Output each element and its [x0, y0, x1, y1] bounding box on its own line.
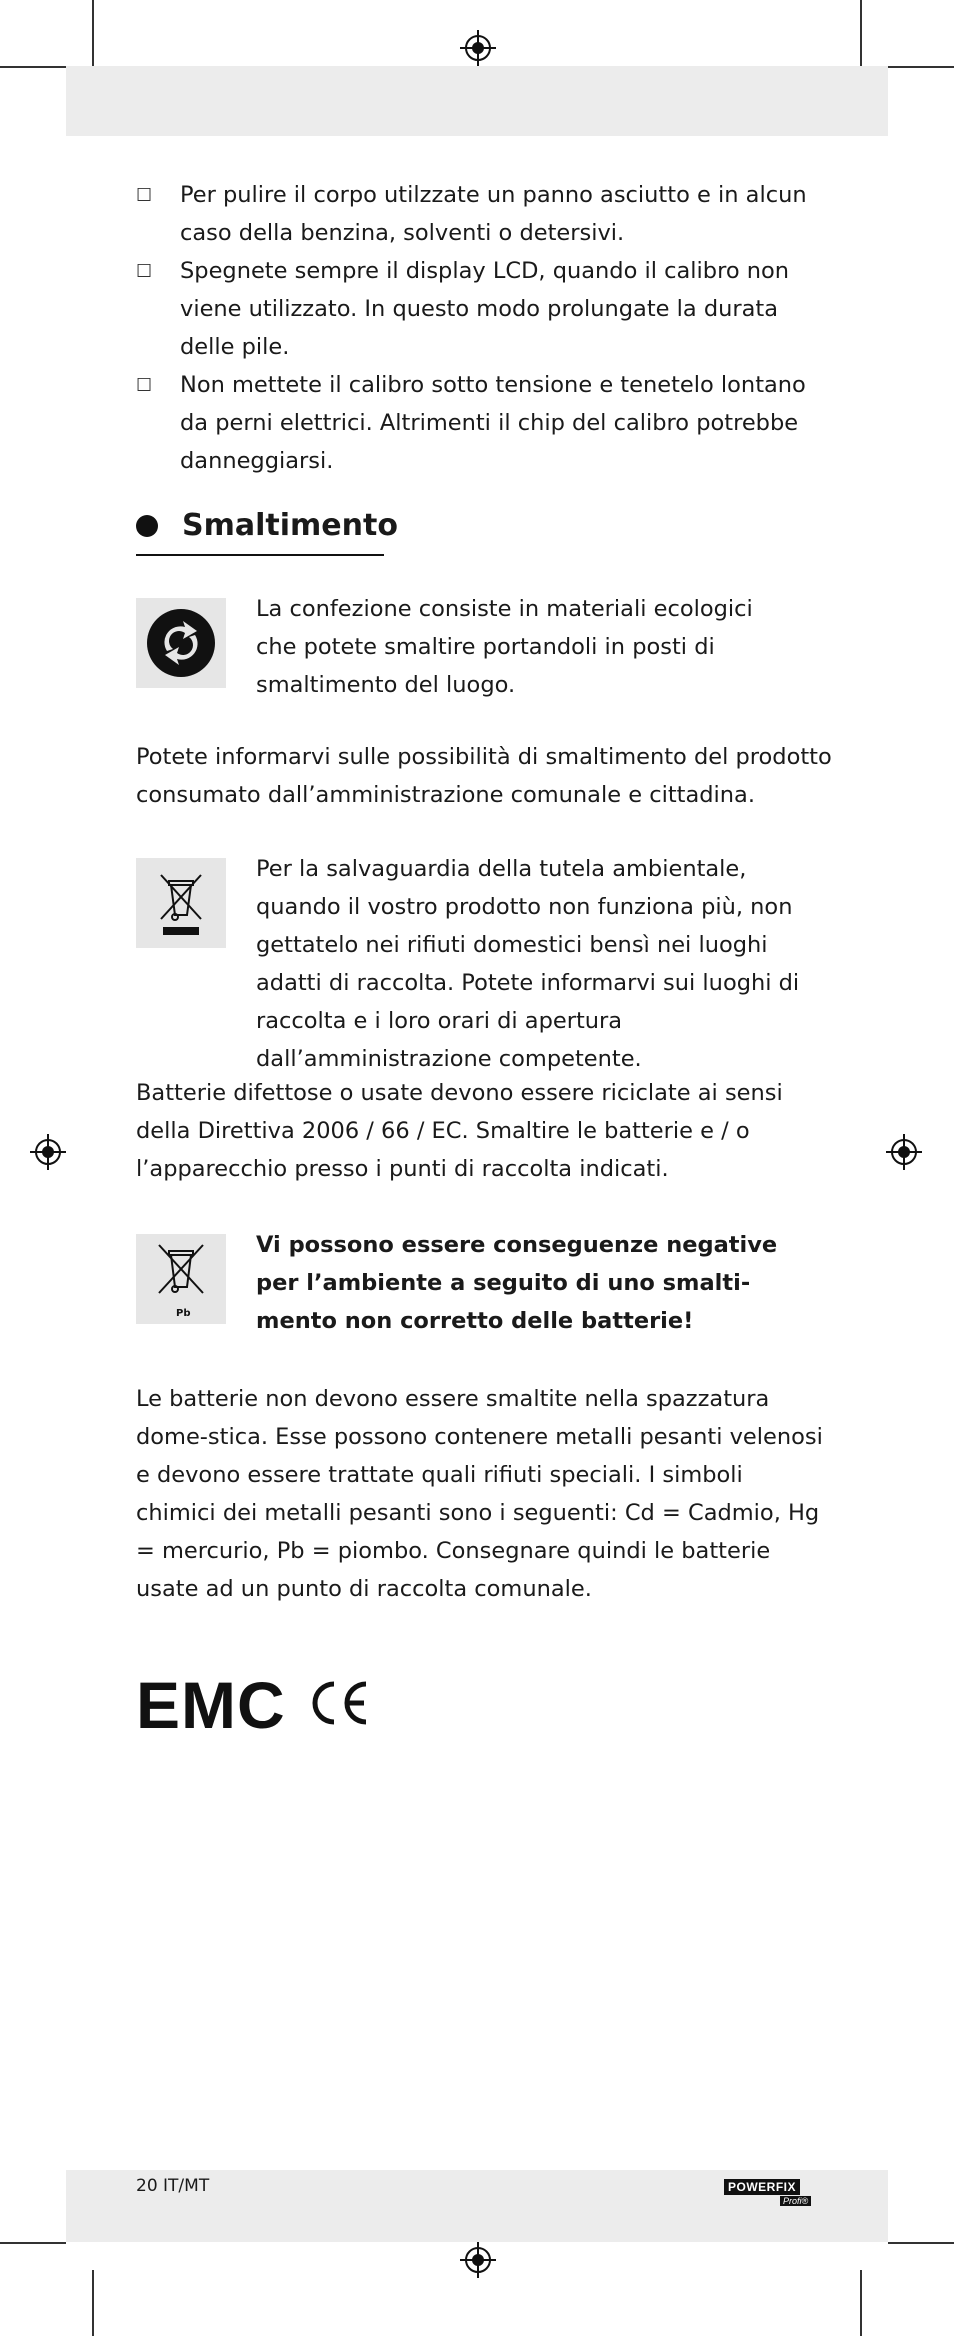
battery-recycling-text: Batterie difettose o usate devono essere riciclate ai sensi della Direttiva 2006 / 66 / EC. Smaltire le batterie e / o l’apparecchio presso i punti di raccolta indicati. — [136, 1080, 783, 1182]
crop-mark — [92, 0, 94, 66]
care-instructions-list — [136, 176, 826, 480]
packaging-disposal-text: La confezione consiste in materiali ecologici che potete smaltire portandoli in posti di smaltimento del luogo. — [256, 596, 753, 698]
list-item — [136, 176, 826, 252]
brand-name: POWERFIX — [724, 2179, 800, 2195]
section-heading — [136, 508, 398, 543]
crop-mark — [888, 2242, 954, 2244]
list-item-text: Non mettete il calibro sotto tensione e tenetelo lontano da perni elettrici. Altrimenti il chip del calibro potrebbe danneggiarsi. — [180, 372, 806, 474]
checkbox-bullet-icon: ☐ — [136, 185, 153, 206]
section-title: Smaltimento — [182, 508, 398, 543]
crossed-bin-pb-icon — [151, 1241, 211, 1317]
header-band — [66, 66, 888, 136]
brand-logo — [724, 2176, 811, 2206]
crop-mark — [0, 66, 66, 68]
checkbox-bullet-icon: ☐ — [136, 261, 153, 282]
list-item — [136, 252, 826, 366]
list-item — [136, 366, 826, 480]
checkbox-bullet-icon: ☐ — [136, 375, 153, 396]
emc-logo: EMC — [136, 1668, 286, 1742]
battery-warning-text: Vi possono essere conseguenze negative per l’ambiente a seguito di uno smalti-mento non corretto delle batterie! — [256, 1232, 778, 1334]
crop-mark — [0, 2242, 66, 2244]
crop-mark — [860, 0, 862, 66]
heading-underline — [136, 554, 384, 556]
ce-mark-icon — [306, 1680, 370, 1726]
weee-text: Per la salvaguardia della tutela ambientale, quando il vostro prodotto non funziona più, non gettatelo nei rifiuti domestici bensì nei luoghi adatti di raccolta. Potete informarvi sui luoghi di raccolta e i loro orari di apertura dall’amministrazione competente. — [256, 856, 800, 1072]
recycling-icon-box — [136, 598, 226, 688]
registration-mark-icon — [460, 2242, 496, 2278]
crop-mark — [92, 2270, 94, 2336]
crossed-bin-icon — [153, 867, 209, 939]
heading-bullet-icon — [136, 515, 158, 537]
list-item-text: Spegnete sempre il display LCD, quando il calibro non viene utilizzato. In questo modo prolungate la durata delle pile. — [180, 258, 790, 360]
weee-icon-box — [136, 858, 226, 948]
page-number: 20 IT/MT — [136, 2176, 210, 2196]
municipal-info-text: Potete informarvi sulle possibilità di smaltimento del prodotto consumato dall’amministrazione comunale e cittadina. — [136, 744, 832, 808]
registration-mark-icon — [460, 30, 496, 66]
crop-mark — [860, 2270, 862, 2336]
registration-mark-icon — [886, 1134, 922, 1170]
crop-mark — [888, 66, 954, 68]
list-item-text: Per pulire il corpo utilzzate un panno asciutto e in alcun caso della benzina, solventi o detersivi. — [180, 182, 807, 246]
recycling-icon — [145, 607, 217, 679]
brand-sub: Profi® — [780, 2196, 811, 2206]
heavy-metals-text: Le batterie non devono essere smaltite nella spazzatura dome-stica. Esse possono contenere metalli pesanti velenosi e devono essere trattate quali rifiuti speciali. I simboli chimici dei metalli pesanti sono i seguenti: Cd = Cadmio, Hg = mercurio, Pb = piombo. Consegnare quindi le batterie usate ad un punto di raccolta comunale. — [136, 1386, 823, 1602]
registration-mark-icon — [30, 1134, 66, 1170]
pb-label: Pb — [176, 1308, 191, 1319]
